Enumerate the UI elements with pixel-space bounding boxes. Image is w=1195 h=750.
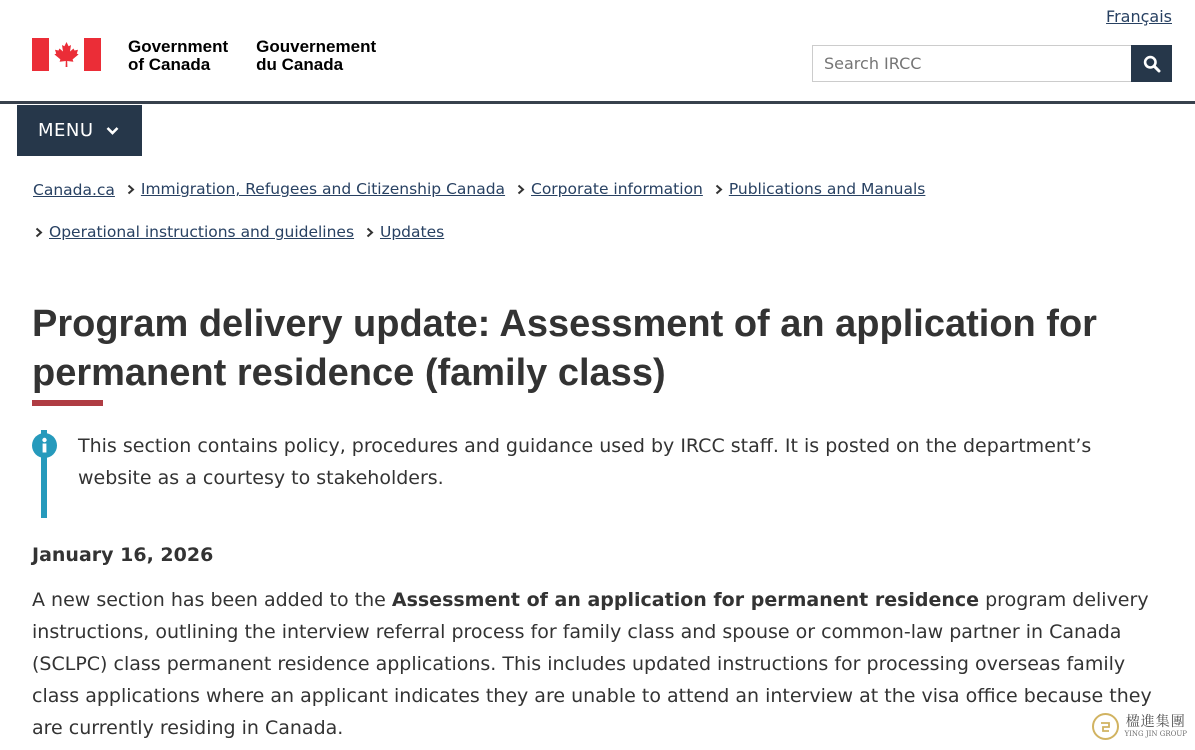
- search-input[interactable]: [812, 45, 1131, 82]
- watermark-emblem-icon: [1092, 713, 1119, 740]
- info-icon: [32, 433, 57, 458]
- breadcrumb-item: [517, 180, 703, 198]
- breadcrumb-link-updates[interactable]: Updates: [379, 223, 445, 241]
- breadcrumb-link-operational[interactable]: Operational instructions and guidelines: [49, 223, 355, 241]
- breadcrumb-link-ircc[interactable]: Immigration, Refugees and Citizenship Canada: [140, 180, 506, 198]
- search-form: [812, 45, 1172, 82]
- update-date: January 16, 2026: [32, 544, 214, 566]
- menu-button[interactable]: [17, 105, 142, 156]
- watermark-logo: [1092, 713, 1187, 740]
- paragraph-text: A new section has been added to the: [32, 589, 392, 611]
- canada-flag-icon: [32, 38, 101, 71]
- breadcrumb-item: [33, 181, 115, 199]
- page-title: Program delivery update: Assessment of an application for permanent residence (family class): [32, 303, 1097, 394]
- search-button[interactable]: [1131, 45, 1172, 82]
- notice-text: This section contains policy, procedures and guidance used by IRCC staff. It is posted on the department’s website as a courtesy to stakeholders.: [78, 435, 1092, 489]
- paragraph-bold-text: Assessment of an application for permanent residence: [391, 589, 980, 611]
- paragraph-text: program delivery instructions, outlining the interview referral process for family class and spouse or common-law partner in Canada (SCLPC) class permanent residence applications. This includes updated instructions for processing overseas family class applications where an applicant indicates they are unable to attend an interview at the visa office because they are currently residing in Canada.: [32, 589, 1152, 739]
- title-underline: [32, 400, 103, 406]
- language-toggle-link[interactable]: Français: [1106, 7, 1172, 26]
- chevron-right-icon: [715, 184, 723, 195]
- chevron-down-icon: [106, 126, 119, 136]
- menu-label: MENU: [38, 120, 94, 141]
- watermark-chinese: 楹進集團: [1125, 714, 1186, 730]
- breadcrumb-item: [127, 180, 505, 198]
- update-paragraph: [32, 584, 1167, 744]
- breadcrumb-link-corporate[interactable]: Corporate information: [531, 180, 703, 198]
- chevron-right-icon: [127, 184, 135, 195]
- search-icon: [1143, 55, 1161, 73]
- breadcrumb-link-publications[interactable]: Publications and Manuals: [728, 180, 926, 198]
- chevron-right-icon: [35, 227, 43, 238]
- breadcrumb-item: [35, 223, 354, 241]
- header-divider: [0, 101, 1195, 104]
- government-signature[interactable]: [32, 38, 376, 74]
- breadcrumb-link-canada[interactable]: Canada.ca: [33, 180, 115, 199]
- chevron-right-icon: [517, 184, 525, 195]
- brand-french: Gouvernement du Canada: [256, 37, 377, 74]
- brand-english: Government of Canada: [128, 37, 229, 74]
- chevron-right-icon: [366, 227, 374, 238]
- watermark-english: YING JIN GROUP: [1124, 730, 1187, 738]
- breadcrumb-item: [715, 180, 926, 198]
- breadcrumb-item: [366, 223, 444, 241]
